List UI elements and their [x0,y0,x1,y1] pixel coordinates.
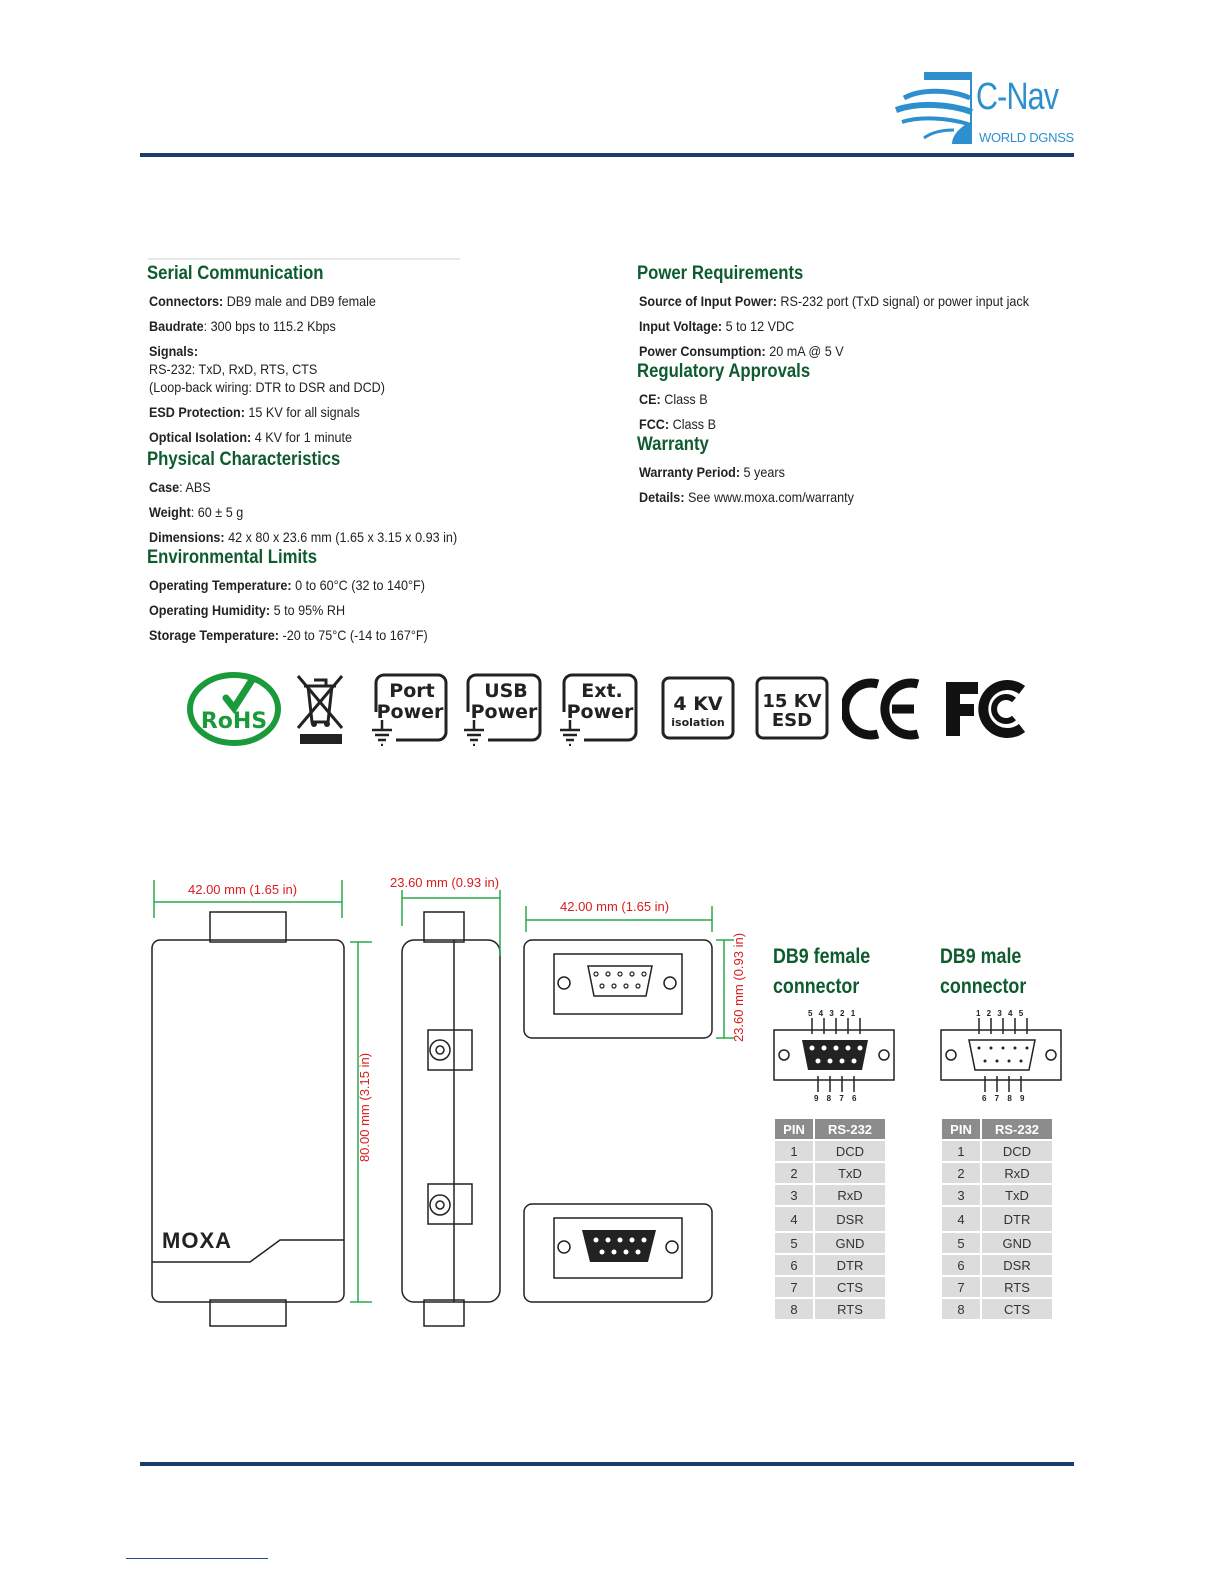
pin-signal: TxD [813,1163,885,1183]
fcc-mark-icon [942,672,1026,746]
pin-number: 1 [942,1141,980,1161]
footer-link-underline [126,1558,268,1559]
pin-signal: TxD [980,1185,1052,1205]
table-row [942,1299,1052,1319]
table-row [942,1141,1052,1161]
spec-fcc: FCC: Class B [639,416,717,432]
pin-signal: GND [980,1233,1052,1253]
spec-connectors: Connectors: DB9 male and DB9 female [149,293,376,309]
table-row [775,1277,885,1297]
table-row [775,1299,885,1319]
certification-icons [186,672,1026,746]
db9-male-pin-table [942,1117,1052,1321]
front-top-connector [210,912,286,942]
pin-number: 3 [775,1185,813,1205]
ext-power-line-1: Ext. [581,680,623,702]
regulatory-approvals-section [637,360,1077,433]
spec-operating-humidity: Operating Humidity: 5 to 95% RH [149,602,346,618]
pin-signal: RTS [813,1299,885,1319]
table-row [775,1163,885,1183]
rohs-label: RoHS [200,709,268,734]
top-width-dimension: 42.00 mm (1.65 in) [560,899,670,914]
pin-number: 8 [942,1299,980,1319]
section-title: Environmental Limits [147,547,318,568]
pin-header: PIN [942,1119,980,1139]
pin-number: 5 [775,1233,813,1253]
right-spec-column [637,262,1077,506]
spec-signals-line-2: (Loop-back wiring: DTR to DSR and DCD) [149,379,385,395]
ext-power-line-2: Power [566,701,634,723]
cnav-globe-icon [892,68,976,152]
spec-ce: CE: Class B [639,391,708,407]
header-rule [140,153,1074,157]
top-depth-dimension: 23.60 mm (0.93 in) [731,932,747,1043]
table-header-row [942,1119,1052,1139]
pin-number: 4 [775,1207,813,1231]
db9-female-bottom-pins: 9 8 7 6 [814,1094,860,1103]
front-bottom-connector [210,1300,286,1326]
db9-male-top-pins: 1 2 3 4 5 [976,1009,1026,1018]
spec-input-power-source: Source of Input Power: RS-232 port (TxD signal) or power input jack [639,293,1030,309]
pin-number: 8 [775,1299,813,1319]
section-title: Warranty [637,434,709,455]
signal-header: RS-232 [813,1119,885,1139]
table-row [942,1163,1052,1183]
pin-signal: DSR [813,1207,885,1231]
spec-input-voltage: Input Voltage: 5 to 12 VDC [639,318,795,334]
pin-signal: CTS [980,1299,1052,1319]
table-row [942,1255,1052,1275]
spec-signals-line-1: RS-232: TxD, RxD, RTS, CTS [149,361,318,377]
pin-number: 6 [942,1255,980,1275]
pin-header: PIN [775,1119,813,1139]
signal-header: RS-232 [980,1119,1052,1139]
table-row [942,1185,1052,1205]
ext-power-icon [558,672,638,746]
ce-mark-icon [842,672,924,746]
power-requirements-section [637,262,1077,360]
pin-signal: RxD [980,1163,1052,1183]
pin-signal: DCD [813,1141,885,1161]
pin-signal: RxD [813,1185,885,1205]
db9-female-title-line-1: DB9 female [773,945,871,968]
moxa-brand-label: MOXA [162,1228,232,1253]
db9-male-diagram [939,1018,1063,1098]
spec-dimensions: Dimensions: 42 x 80 x 23.6 mm (1.65 x 3.15 x 0.93 in) [149,529,458,545]
pin-signal: CTS [813,1277,885,1297]
table-row [775,1233,885,1253]
ce-label: CE [882,745,884,746]
left-spec-column [147,262,587,644]
side-body [402,940,500,1302]
footer-rule [140,1462,1074,1466]
pin-number: 6 [775,1255,813,1275]
port-power-icon [370,672,448,746]
db9-male-title-line-2: connector [940,975,1027,998]
isolation-line-1: 4 KV [673,693,723,715]
section-top-line [148,258,460,260]
front-width-dimension: 42.00 mm (1.65 in) [188,882,298,897]
spec-weight: Weight: 60 ± 5 g [149,504,244,520]
db9-female-diagram [772,1018,896,1098]
pin-signal: DTR [980,1207,1052,1231]
section-title: Power Requirements [637,263,804,284]
port-power-line-2: Power [376,701,444,723]
cnav-logo [892,68,1074,152]
weee-bin-icon [294,672,346,746]
usb-power-line-2: Power [470,701,538,723]
table-row [775,1207,885,1231]
spec-optical-isolation: Optical Isolation: 4 KV for 1 minute [149,429,353,445]
dimension-drawing [140,870,780,1340]
table-row [775,1141,885,1161]
logo-tagline: WORLD DGNSS [979,130,1074,145]
spec-baudrate: Baudrate: 300 bps to 115.2 Kbps [149,318,336,334]
pin-number: 7 [942,1277,980,1297]
db9-male-bottom-pins: 6 7 8 9 [982,1094,1028,1103]
section-title: Physical Characteristics [147,449,341,470]
spec-operating-temperature: Operating Temperature: 0 to 60°C (32 to 140°F) [149,577,425,593]
pin-signal: DTR [813,1255,885,1275]
pin-signal: DSR [980,1255,1052,1275]
side-depth-dimension: 23.60 mm (0.93 in) [390,875,500,890]
db9-female-title-line-2: connector [773,975,860,998]
usb-power-icon [462,672,542,746]
pin-signal: GND [813,1233,885,1253]
table-row [942,1277,1052,1297]
pin-number: 5 [942,1233,980,1253]
fc-label: FC [983,745,985,746]
physical-characteristics-section [147,448,587,546]
spec-signals: Signals: [149,343,199,359]
port-power-line-1: Port [389,680,435,702]
table-row [942,1233,1052,1253]
table-row [775,1185,885,1205]
esd-line-2: ESD [771,710,813,731]
logo-name: C-Nav [976,76,1059,118]
spec-esd-protection: ESD Protection: 15 KV for all signals [149,404,360,420]
db9-female-pin-table [775,1117,885,1321]
pin-number: 2 [942,1163,980,1183]
warranty-section [637,433,1077,506]
spec-warranty-details: Details: See www.moxa.com/warranty [639,489,854,505]
pin-number: 1 [775,1141,813,1161]
section-title: Regulatory Approvals [637,361,811,382]
db9-female-top-pins: 5 4 3 2 1 [808,1009,858,1018]
pin-signal: DCD [980,1141,1052,1161]
height-dimension: 80.00 mm (3.15 in) [357,1052,373,1163]
table-row [775,1255,885,1275]
table-row [942,1207,1052,1231]
spec-storage-temperature: Storage Temperature: -20 to 75°C (-14 to 167°F) [149,627,428,643]
esd-icon [754,672,830,746]
pin-number: 4 [942,1207,980,1231]
spec-power-consumption: Power Consumption: 20 mA @ 5 V [639,343,844,359]
pin-number: 3 [942,1185,980,1205]
spec-case: Case: ABS [149,479,211,495]
pin-number: 7 [775,1277,813,1297]
db9-male-title-line-1: DB9 male [940,945,1022,968]
isolation-icon [660,672,736,746]
rohs-icon [186,672,282,746]
pin-signal: RTS [980,1277,1052,1297]
esd-line-1: 15 KV [762,691,822,712]
serial-communication-section [147,262,587,446]
environmental-limits-section [147,546,587,644]
section-title: Serial Communication [147,263,324,284]
pin-number: 2 [775,1163,813,1183]
table-header-row [775,1119,885,1139]
isolation-line-2: isolation [671,716,725,729]
usb-power-line-1: USB [484,680,528,702]
spec-warranty-period: Warranty Period: 5 years [639,464,785,480]
